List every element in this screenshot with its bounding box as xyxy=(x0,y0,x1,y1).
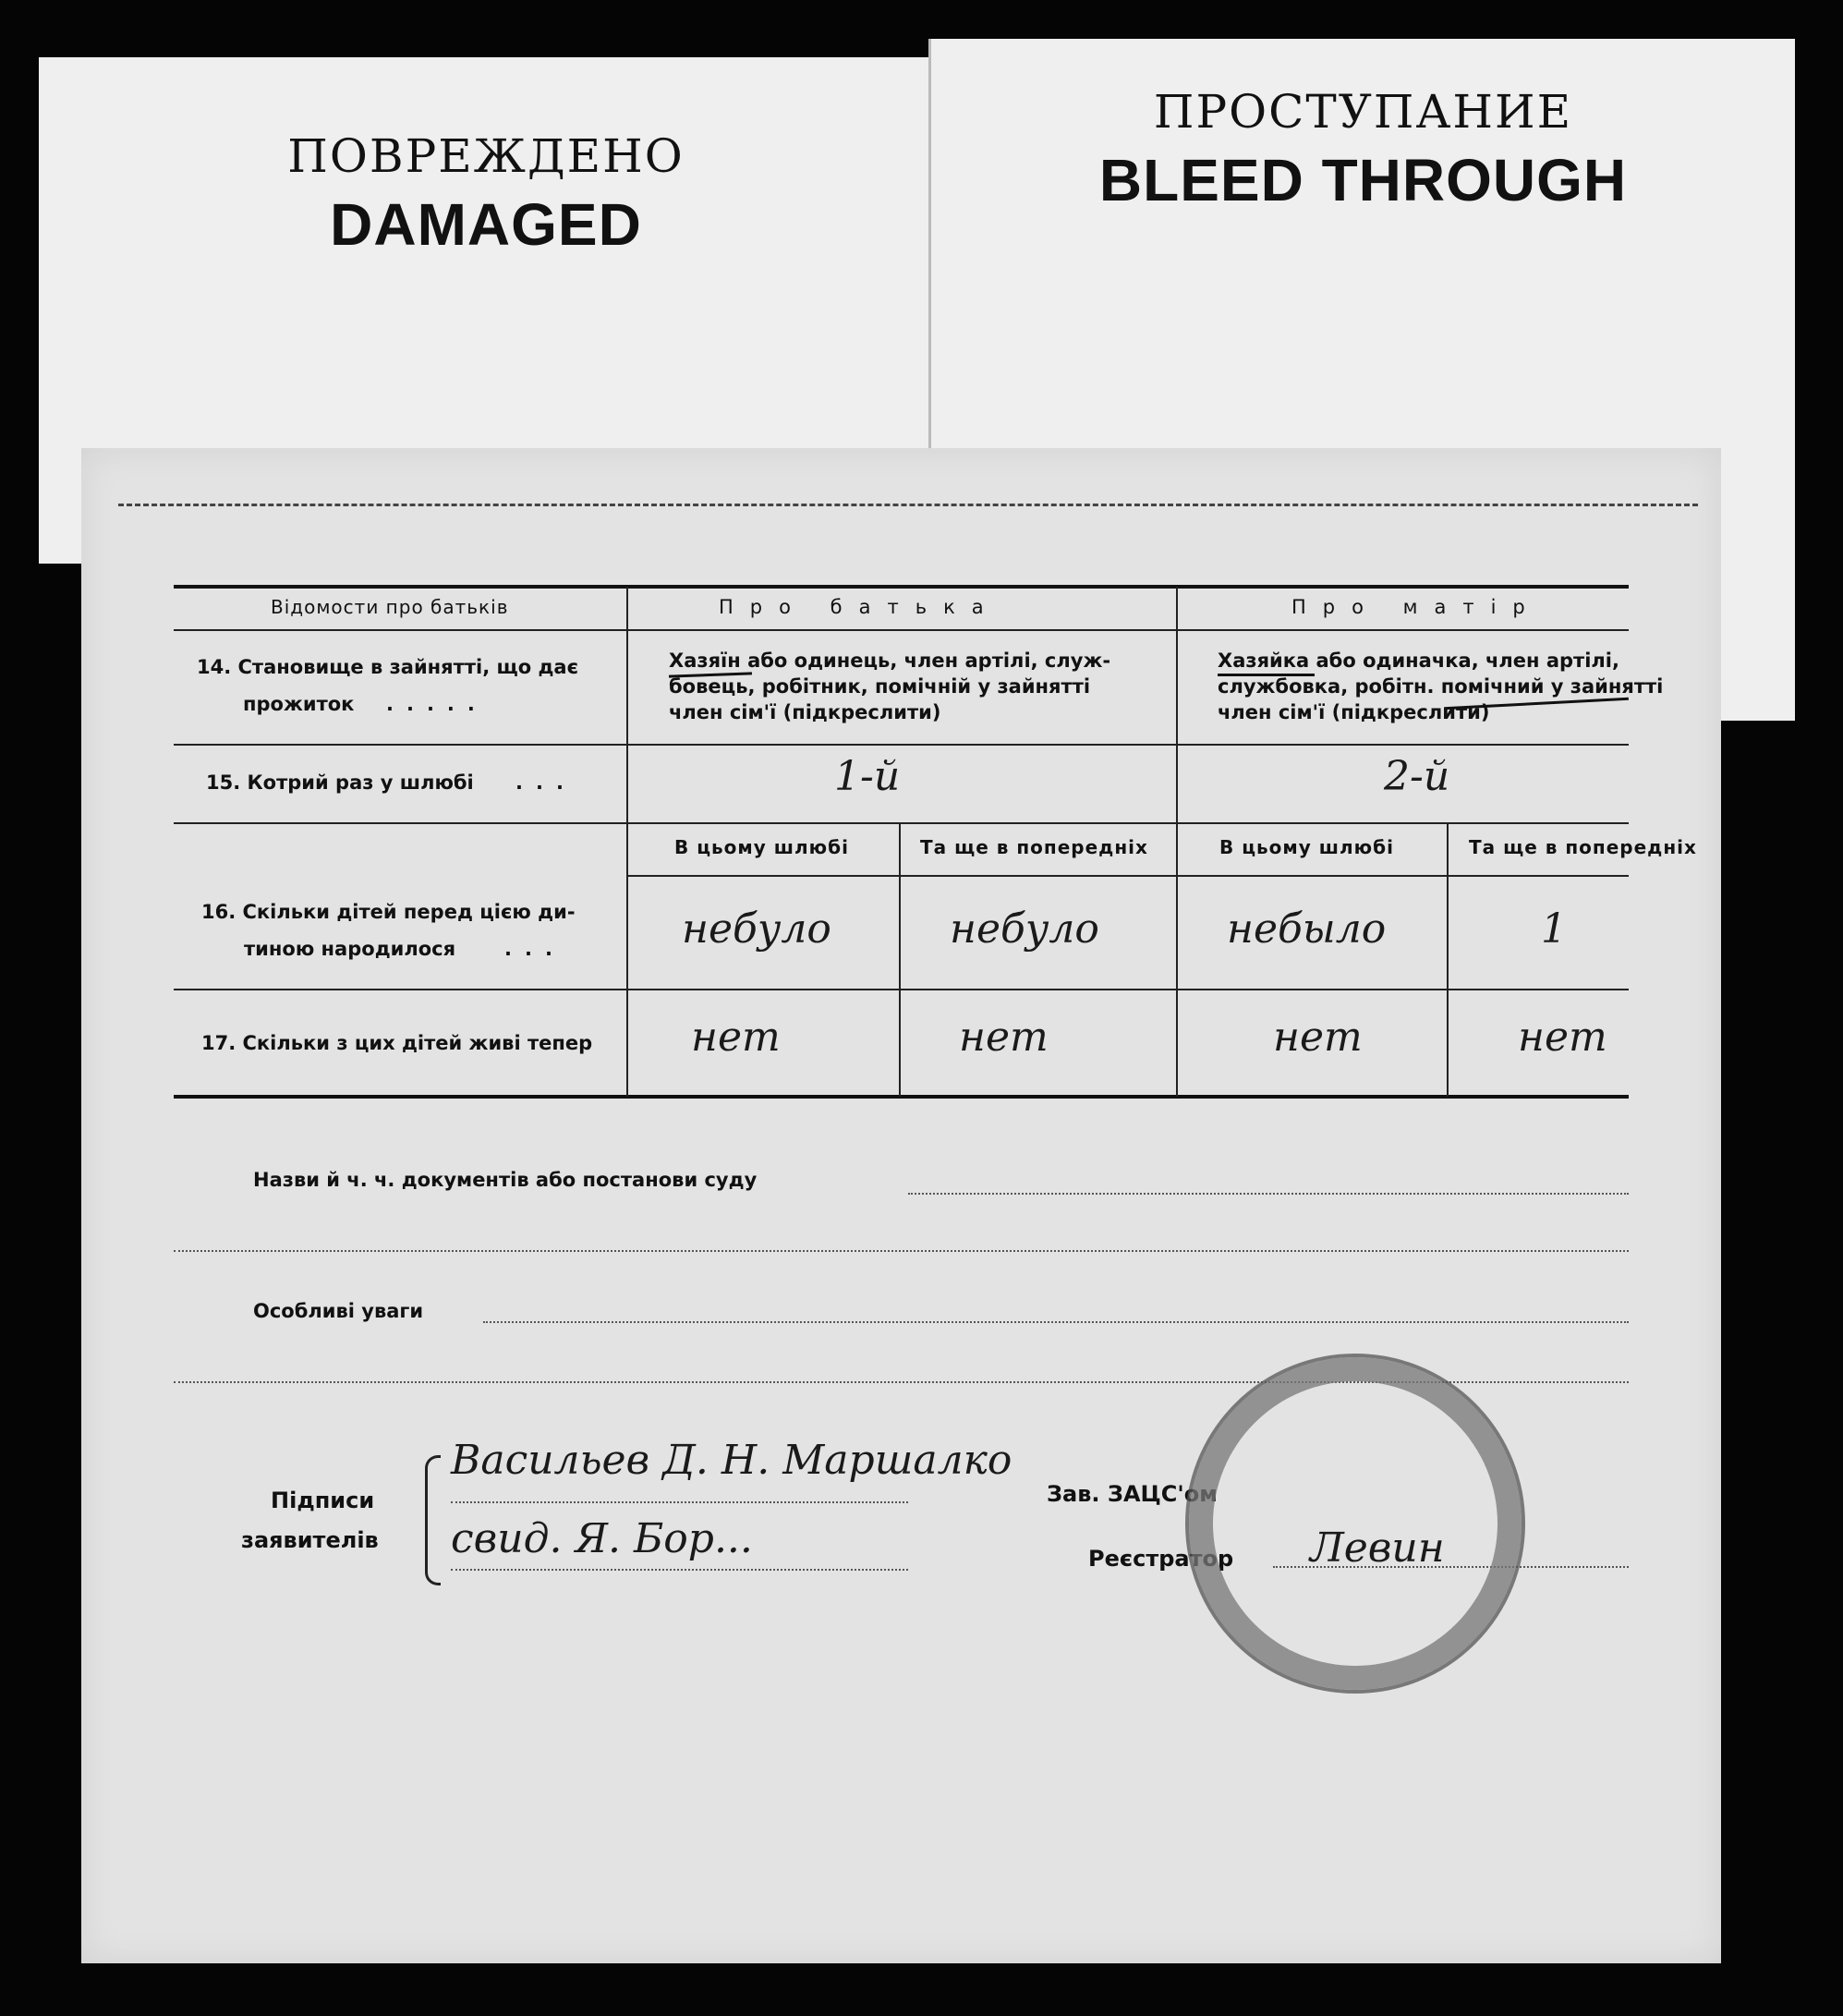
row16-label-dots: ... xyxy=(504,938,565,960)
damaged-notice-ru: ПОВРЕЖДЕНО xyxy=(287,129,685,183)
bleed-notice-ru: ПРОСТУПАНИЕ xyxy=(1153,85,1573,139)
row16-mother-this: небыло xyxy=(1227,905,1387,953)
row14-mother-line1: Хазяйка або одиначка, член артілі, xyxy=(1218,650,1619,672)
tear-off-line xyxy=(118,504,1698,506)
mother-underline-mark xyxy=(1218,674,1315,676)
row14-father-line1: Хазяїн або одинець, член артілі, служ- xyxy=(669,650,1111,672)
applicants-label-line2: заявителів xyxy=(241,1527,379,1553)
applicant-signature-2: свид. Я. Бор... xyxy=(451,1515,753,1562)
row16-rule xyxy=(174,989,1629,990)
row17-father-previous: нет xyxy=(959,1014,1049,1061)
row17-label: 17. Скільки з цих дітей живі тепер xyxy=(201,1032,593,1054)
row14-mother-line2: службовка, робітн. помічний у зайнятті xyxy=(1218,675,1664,698)
documents-fill-line xyxy=(908,1193,1629,1195)
subheader-mother-this-marriage: В цьому шлюбі xyxy=(1219,836,1394,858)
documents-label: Назви й ч. ч. документів або постанови суду xyxy=(253,1169,758,1191)
row15-label: 15. Котрий раз у шлюбі xyxy=(206,771,474,794)
row14-father-line3: член сім'ї (підкреслити) xyxy=(669,701,941,723)
table-top-rule xyxy=(174,585,1629,589)
damaged-notice-en: DAMAGED xyxy=(330,191,642,258)
signature-brace xyxy=(425,1455,441,1585)
subheader-rule xyxy=(628,875,1629,877)
row17-father-this: нет xyxy=(691,1014,781,1061)
registrar-signature: Левин xyxy=(1310,1524,1445,1572)
table-header-rule xyxy=(174,629,1629,631)
row14-rule xyxy=(174,744,1629,746)
signature-line-2 xyxy=(451,1569,908,1571)
col-divider-father-sub xyxy=(899,822,901,1097)
bleed-notice-en: BLEED THROUGH xyxy=(1098,147,1628,213)
remarks-fill-line xyxy=(483,1321,1629,1323)
row17-mother-this: нет xyxy=(1273,1014,1363,1061)
col-divider-mother-sub xyxy=(1447,822,1449,1097)
row16-mother-previous: 1 xyxy=(1541,905,1567,953)
row16-father-previous: небуло xyxy=(950,905,1099,953)
row16-label-line1: 16. Скільки дітей перед цією ди- xyxy=(201,901,576,923)
table-bottom-rule xyxy=(174,1095,1629,1099)
registrar-label: Реєстратор xyxy=(1088,1546,1234,1572)
signature-line-1 xyxy=(451,1501,908,1503)
col-divider-1 xyxy=(626,587,628,1097)
subheader-father-previous: Та ще в попередніх xyxy=(920,836,1148,858)
header-father: Про батька xyxy=(719,596,1000,618)
applicant-signature-1: Васильев Д. Н. Маршалко xyxy=(451,1437,1012,1484)
applicants-label-line1: Підписи xyxy=(271,1488,375,1513)
row17-mother-previous: нет xyxy=(1518,1014,1607,1061)
header-mother: Про матір xyxy=(1291,596,1542,618)
row14-label-dots: ..... xyxy=(386,693,488,715)
row15-label-dots: ... xyxy=(515,771,576,794)
documents-fill-line-2 xyxy=(174,1250,1629,1252)
remarks-label: Особливі уваги xyxy=(253,1300,424,1322)
row14-father-line2: бовець, робітник, помічній у зайнятті xyxy=(669,675,1091,698)
row15-father-value: 1-й xyxy=(834,753,901,800)
row14-mother-line3: член сім'ї (підкреслити) xyxy=(1218,701,1490,723)
header-parents-info: Відомости про батьків xyxy=(271,596,509,618)
row14-label-line2: прожиток xyxy=(243,693,355,715)
subheader-mother-previous: Та ще в попередніх xyxy=(1469,836,1697,858)
registration-form-sheet xyxy=(81,448,1721,1963)
official-round-stamp xyxy=(1185,1354,1525,1694)
col-divider-2 xyxy=(1176,587,1178,1097)
subheader-father-this-marriage: В цьому шлюбі xyxy=(674,836,849,858)
row15-mother-value: 2-й xyxy=(1384,753,1450,800)
row15-rule xyxy=(174,822,1629,824)
row16-label-line2: тиною народилося xyxy=(244,938,456,960)
row16-father-this: небуло xyxy=(682,905,831,953)
head-zags-label: Зав. ЗАЦС'ом xyxy=(1047,1481,1218,1507)
row14-label-line1: 14. Становище в зайнятті, що дає xyxy=(197,656,579,678)
